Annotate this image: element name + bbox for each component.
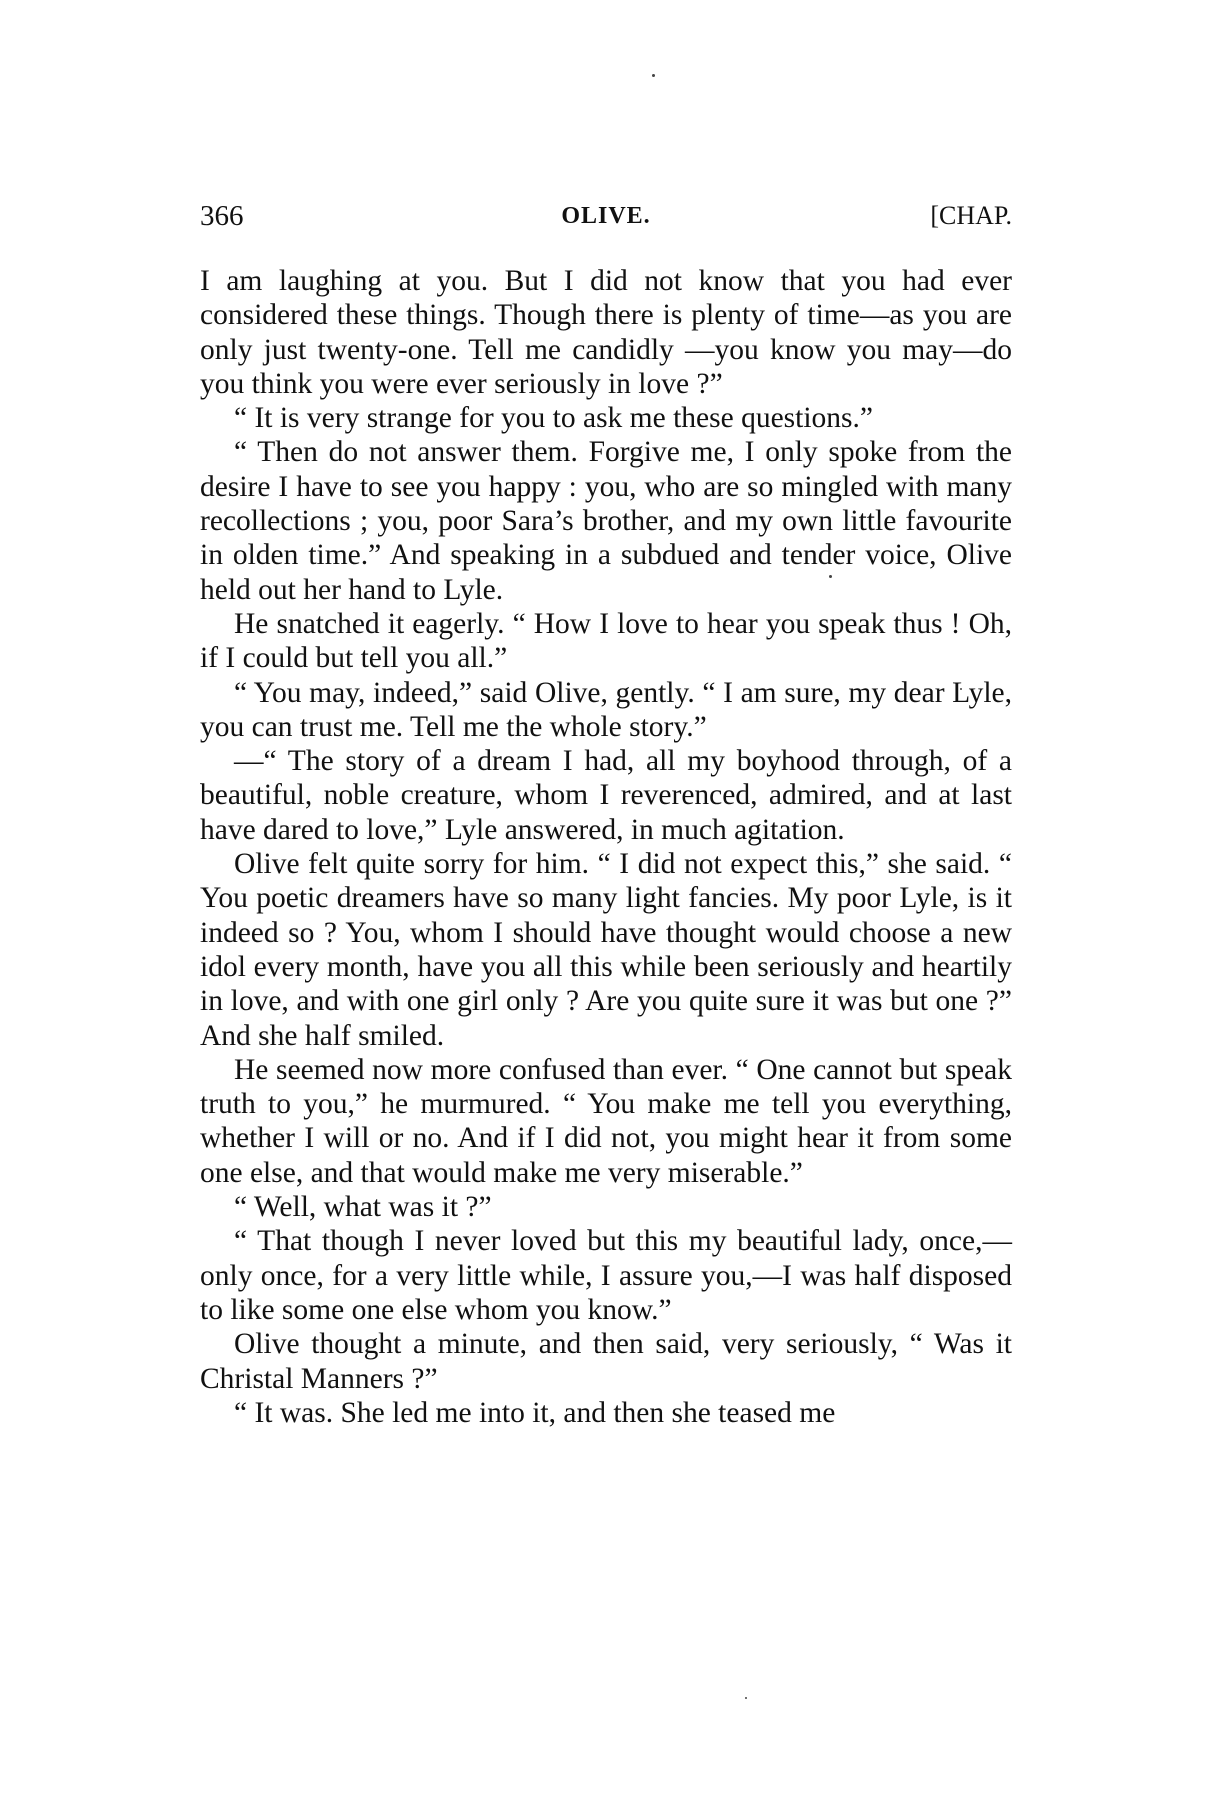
paragraph: “ It was. She led me into it, and then she teased me — [234, 1396, 836, 1429]
paragraph: “ It is very strange for you to ask me these questions.” — [234, 402, 874, 435]
print-speck — [652, 74, 655, 77]
running-header — [200, 196, 1012, 236]
paragraph: “ Well, what was it ?” — [234, 1191, 492, 1224]
paragraph: He snatched it eagerly. “ How I love to hear you speak thus ! Oh, if I could but tell you all.” — [200, 607, 1012, 675]
print-speck — [745, 1697, 747, 1699]
paragraph: Olive thought a minute, and then said, very seriously, “ Was it Christal Manners ?” — [200, 1328, 1012, 1395]
page-number: 366 — [200, 200, 244, 232]
paragraph: He seemed now more confused than ever. “ One cannot but speak truth to you,” he murmured. “ You make me tell you everything, whether I will or no. And if I did not, you might hear it from some one else, and that would make me very miserable.” — [200, 1053, 1012, 1189]
running-title: OLIVE. — [561, 203, 651, 229]
paragraph: Olive felt quite sorry for him. “ I did not expect this,” she said. “ You poetic dreamers have so many light fancies. My poor Lyle, is it indeed so ? You, whom I should have thought would choose a new idol every month, have you all this while been seriously and heartily in love, and with one girl only ? Are you quite sure it was but one ?” And she half smiled. — [200, 848, 1012, 1052]
body-text — [200, 264, 1012, 1430]
chapter-mark: [CHAP. — [930, 201, 1012, 230]
paragraph: “ That though I never loved but this my beautiful lady, once,—only once, for a very little while, I assure you,—I was half disposed to like some one else whom you know.” — [200, 1225, 1012, 1326]
paragraph: —“ The story of a dream I had, all my boyhood through, of a beautiful, noble creature, whom I reverenced, admired, and at last have dared to love,” Lyle answered, in much agitation. — [200, 745, 1012, 846]
paragraph: “ Then do not answer them. Forgive me, I only spoke from the desire I have to see you happy : you, who are so mingled with many recollections ; you, poor Sara’s brother, and my own little favourite in olden time.” And speaking in a subdued and tender voice, Olive held out her hand to Lyle. — [200, 436, 1012, 606]
paragraph: I am laughing at you. But I did not know that you had ever considered these things. Though there is plenty of time—as you are only just twenty-one. Tell me candidly —you know you may—do you think you were ever seriously in love ?” — [200, 265, 1012, 400]
paragraph: “ You may, indeed,” said Olive, gently. “ I am sure, my dear Lyle, you can trust me. Tell me the whole story.” — [200, 676, 1012, 743]
